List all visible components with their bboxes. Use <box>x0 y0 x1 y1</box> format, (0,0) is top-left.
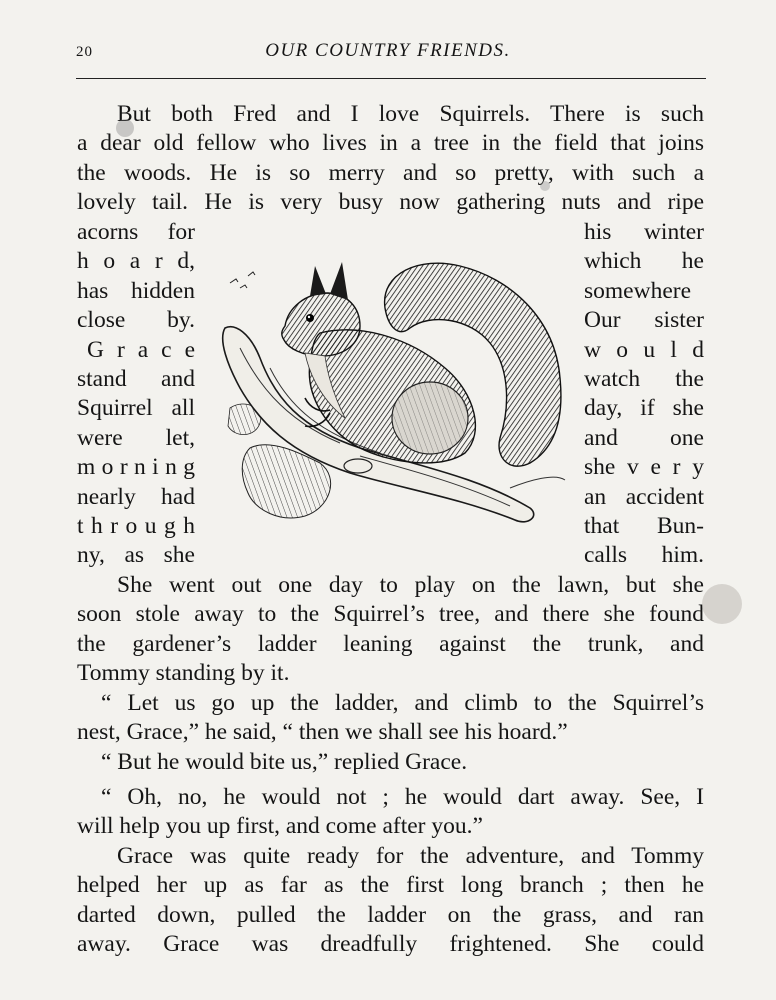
text-line: a dear old fellow who lives in a tree in the field that joins <box>77 130 704 157</box>
text-line: ny, as she <box>77 542 195 569</box>
text-line: away. Grace was dreadfully frightened. She could <box>77 931 704 958</box>
text-line: his winter <box>584 219 704 245</box>
text-line: close by. <box>77 307 195 334</box>
text-line: watch the <box>584 366 704 393</box>
text-line: the woods. He is so merry and so pretty, with such a <box>77 159 704 186</box>
text-line: and one <box>584 424 704 451</box>
text-line: darted down, pulled the ladder on the grass, and ran <box>77 901 704 928</box>
text-line: stand and <box>77 366 195 393</box>
text-line: the gardener’s ladder leaning against the trunk, and <box>77 630 704 657</box>
page-number: 20 <box>76 44 93 60</box>
text-line: an accident <box>584 483 704 510</box>
text-line: Squirrel all <box>77 395 195 422</box>
text-line: But both Fred and I love Squirrels. There is such <box>117 101 704 127</box>
text-line: soon stole away to the Squirrel’s tree, and there she found <box>77 601 704 628</box>
text-line: nest, Grace,” he said, “ then we shall see his hoard.” <box>77 719 568 746</box>
text-line: nearly had <box>77 483 195 510</box>
text-line: t h r o u g h <box>77 513 195 540</box>
text-line: “ Let us go up the ladder, and climb to the Squirrel’s <box>101 690 704 716</box>
text-line: day, if she <box>584 395 704 422</box>
text-line: calls him. <box>584 542 704 569</box>
text-line: Our sister <box>584 307 704 334</box>
text-line: somewhere <box>584 277 692 304</box>
text-line: Grace was quite ready for the adventure, and Tommy <box>117 843 704 869</box>
text-line: Tommy standing by it. <box>77 660 290 687</box>
text-line: She went out one day to play on the lawn, but she <box>117 572 704 598</box>
text-line: w o u l d <box>584 336 704 363</box>
text-line: that Bun- <box>584 513 704 540</box>
text-line: “ But he would bite us,” replied Grace. <box>101 749 468 775</box>
text-line: will help you up first, and come after you.” <box>77 813 483 840</box>
text-line: h o a r d, <box>77 248 195 275</box>
text-line: were let, <box>77 424 195 451</box>
text-line: lovely tail. He is very busy now gathering nuts and ripe <box>77 189 704 216</box>
text-line: has hidden <box>77 277 195 304</box>
text-line: acorns for <box>77 219 195 245</box>
text-line: G r a c e <box>87 336 195 363</box>
text-line: she v e r y <box>584 454 704 481</box>
text-line: “ Oh, no, he would not ; he would dart away. See, I <box>101 784 704 810</box>
text-line: helped her up as far as the first long branch ; then he <box>77 872 704 899</box>
text-line: m o r n i n g <box>77 454 195 481</box>
running-head: OUR COUNTRY FRIENDS. <box>265 40 511 61</box>
text-line: which he <box>584 248 704 275</box>
